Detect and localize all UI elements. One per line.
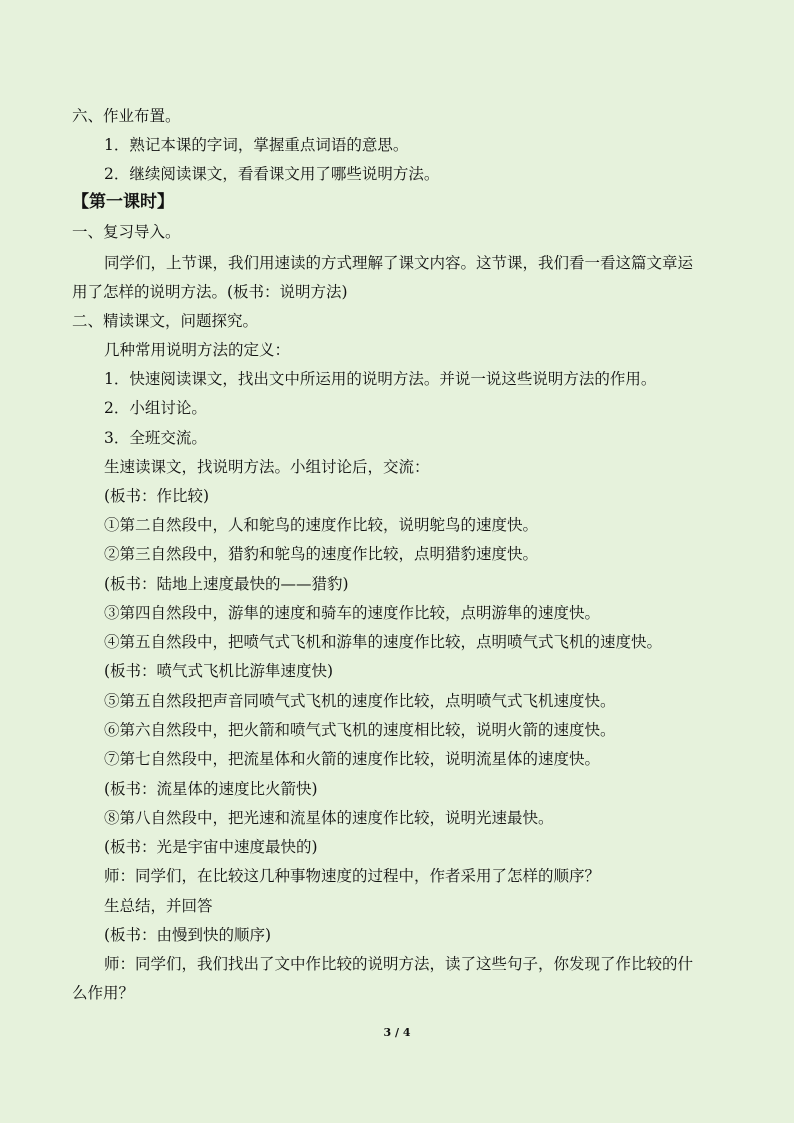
board-note-meteoroid: (板书：流星体的速度比火箭快) <box>104 780 318 798</box>
board-note-order: (板书：由慢到快的顺序) <box>104 926 272 944</box>
board-note-cheetah: (板书：陆地上速度最快的——猎豹) <box>104 575 349 593</box>
comparison-item-1: ①第二自然段中，人和鸵鸟的速度作比较，说明鸵鸟的速度快。 <box>104 516 539 534</box>
teacher-question-order: 师：同学们，在比较这几种事物速度的过程中，作者采用了怎样的顺序？ <box>104 867 601 885</box>
comparison-item-5: ⑤第五自然段把声音同喷气式飞机的速度作比较，点明喷气式飞机速度快。 <box>104 692 616 710</box>
teacher-question-line-1: 师：同学们，我们找出了文中作比较的说明方法，读了这些句子，你发现了作比较的什 <box>104 955 694 973</box>
paragraph-intro-line-2: 用了怎样的说明方法。(板书：说明方法) <box>72 283 348 301</box>
task-item-3: 3．全班交流。 <box>104 429 207 447</box>
text-definitions: 几种常用说明方法的定义： <box>104 341 291 359</box>
board-note-comparison: (板书：作比较) <box>104 487 210 505</box>
heading-close-reading: 二、精读课文，问题探究。 <box>72 312 259 330</box>
comparison-item-4: ④第五自然段中，把喷气式飞机和游隼的速度作比较，点明喷气式飞机的速度快。 <box>104 633 663 651</box>
homework-item-2: 2．继续阅读课文，看看课文用了哪些说明方法。 <box>104 165 440 183</box>
paragraph-intro-line-1: 同学们，上节课，我们用速读的方式理解了课文内容。这节课，我们看一看这篇文章运 <box>104 254 694 272</box>
comparison-item-6: ⑥第六自然段中，把火箭和喷气式飞机的速度相比较，说明火箭的速度快。 <box>104 721 616 739</box>
text-student-reading: 生速读课文，找说明方法。小组讨论后，交流： <box>104 458 430 476</box>
task-item-2: 2．小组讨论。 <box>104 399 207 417</box>
homework-item-1: 1．熟记本课的字词，掌握重点词语的意思。 <box>104 136 409 154</box>
heading-homework: 六、作业布置。 <box>72 107 181 125</box>
task-item-1: 1．快速阅读课文，找出文中所运用的说明方法。并说一说这些说明方法的作用。 <box>104 370 657 388</box>
teacher-question-line-2: 么作用？ <box>72 984 135 1002</box>
comparison-item-2: ②第三自然段中，猎豹和鸵鸟的速度作比较，点明猎豹速度快。 <box>104 545 539 563</box>
comparison-item-7: ⑦第七自然段中，把流星体和火箭的速度作比较，说明流星体的速度快。 <box>104 750 601 768</box>
student-answer: 生总结，并回答 <box>104 897 213 915</box>
comparison-item-8: ⑧第八自然段中，把光速和流星体的速度作比较，说明光速最快。 <box>104 809 554 827</box>
board-note-jet: (板书：喷气式飞机比游隼速度快) <box>104 662 334 680</box>
section-title-first-lesson: 【第一课时】 <box>72 192 174 212</box>
comparison-item-3: ③第四自然段中，游隼的速度和骑车的速度作比较，点明游隼的速度快。 <box>104 604 601 622</box>
board-note-light: (板书：光是宇宙中速度最快的) <box>104 838 318 856</box>
heading-review: 一、复习导入。 <box>72 223 181 241</box>
page-number: 3 / 4 <box>383 1026 411 1039</box>
